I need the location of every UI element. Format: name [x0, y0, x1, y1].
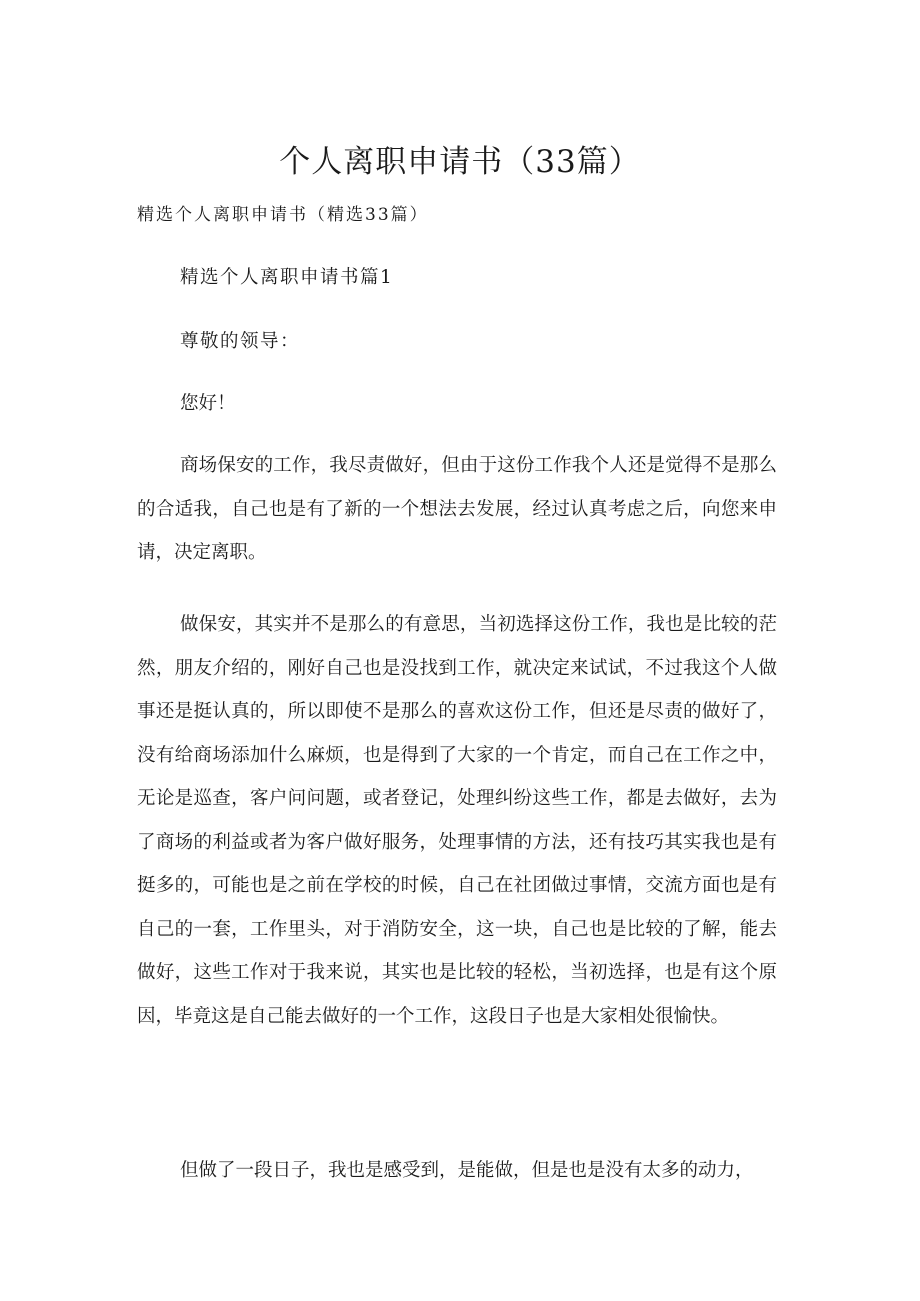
document-subtitle: 精选个人离职申请书（精选33篇） — [137, 205, 429, 225]
document-title: 个人离职申请书（33篇） — [279, 144, 641, 180]
paragraph-1: 商场保安的工作，我尽责做好，但由于这份工作我个人还是觉得不是那么的合适我，自己也是有了新的一个想法去发展，经过认真考虑之后，向您来申请，决定离职。 — [137, 455, 777, 563]
greeting: 您好！ — [180, 393, 236, 414]
paragraph-3: 但做了一段日子，我也是感受到，是能做，但是也是没有太多的动力， — [180, 1160, 754, 1181]
section-heading: 精选个人离职申请书篇1 — [180, 267, 394, 288]
paragraph-2: 做保安，其实并不是那么的有意思，当初选择这份工作，我也是比较的茫然，朋友介绍的，刚好自己也是没找到工作，就决定来试试，不过我这个人做事还是挺认真的，所以即使不是那么的喜欢这份工作，但还是尽责的做好了，没有给商场添加什么麻烦，也是得到了大家的一个肯定，而自己在工作之中，无论是巡查，客户问问题，或者登记，处理纠纷这些工作，都是去做好，去为了商场的利益或者为客户做好服务，处理事情的方法，还有技巧其实我也是有挺多的，可能也是之前在学校的时候，自己在社团做过事情，交流方面也是有自己的一套，工作里头，对于消防安全，这一块，自己也是比较的了解，能去做好，这些工作对于我来说，其实也是比较的轻松，当初选择，也是有这个原因，毕竟这是自己能去做好的一个工作，这段日子也是大家相处很愉快。 — [137, 614, 777, 1027]
salutation: 尊敬的领导： — [180, 331, 301, 352]
